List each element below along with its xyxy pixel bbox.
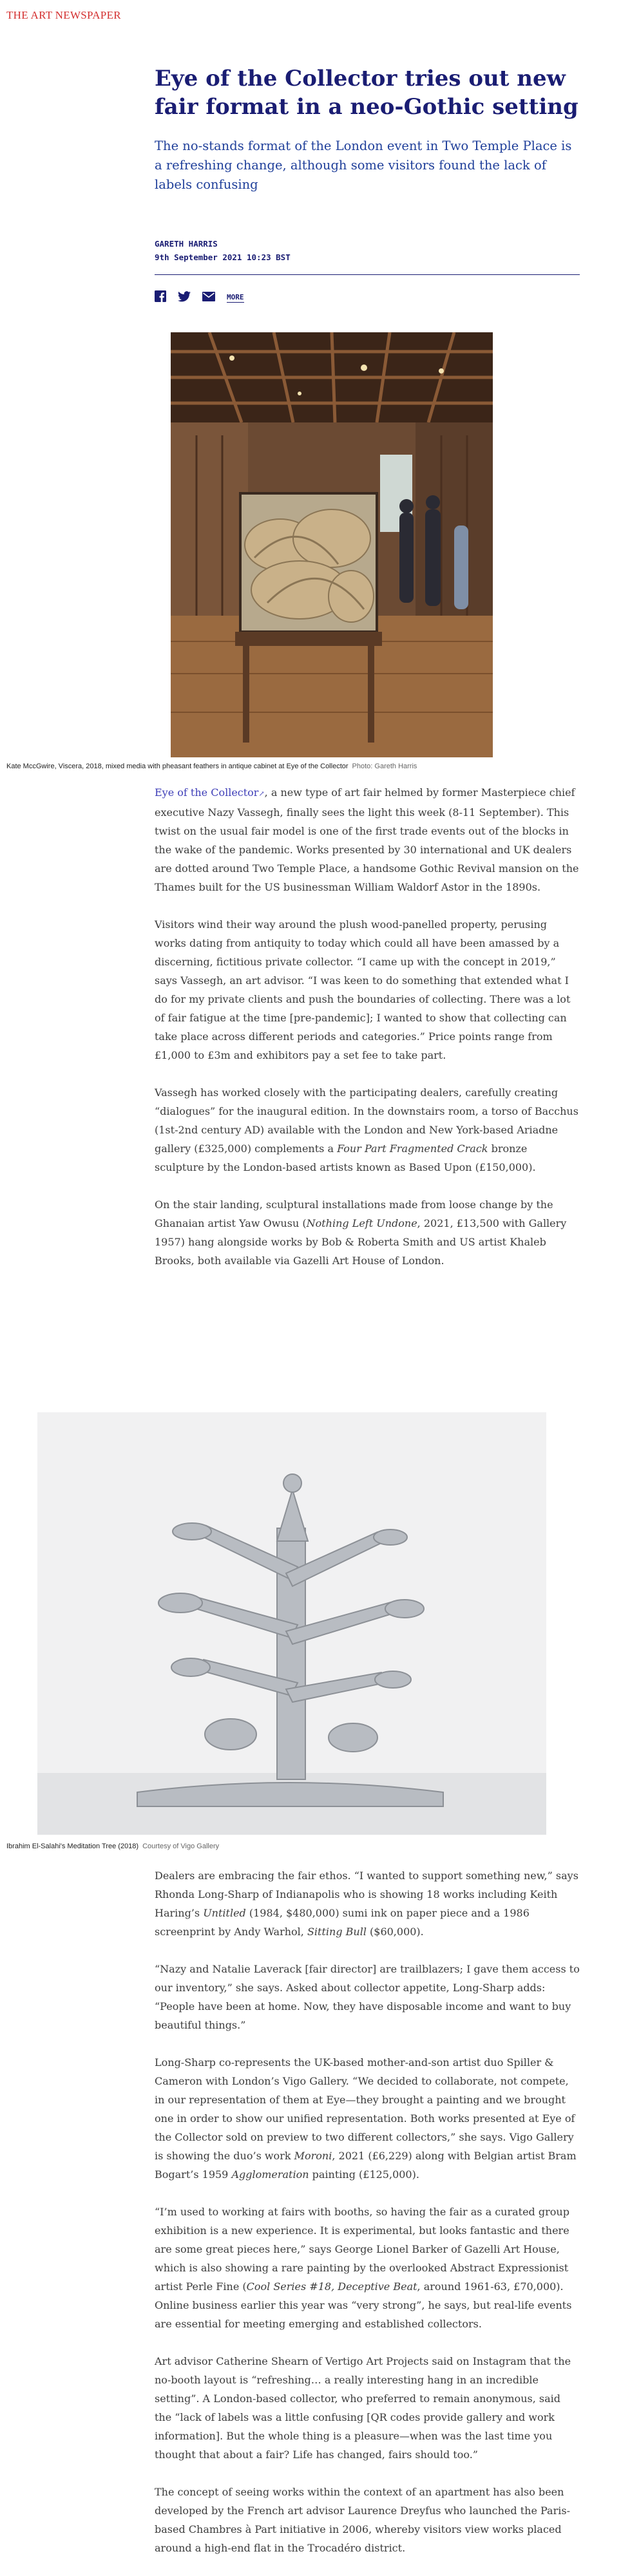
- photo2-credit: Courtesy of Vigo Gallery: [142, 1842, 220, 1850]
- fair-link[interactable]: Eye of the Collector: [155, 786, 259, 799]
- paragraph: Eye of the Collector↗, a new type of art fair helmed by former Masterpiece chief executive Nazy Vassegh, finally sees the light this week (8-11 September). This twist on the usual fair model is one of the first trade events out of the blocks in the wake of the pandemic. Works presented by 30 international and UK dealers are dotted around Two Temple Place, a handsome Gothic Revival mansion on the Thames built for the US businessman William Waldorf Astor in the 1890s.: [155, 786, 579, 893]
- facebook-icon[interactable]: [155, 290, 166, 305]
- photo1-caption-text: Kate MccGwire, Viscera, 2018, mixed media with pheasant feathers in antique cabinet at Eye of the Collector: [6, 762, 349, 770]
- byline: [155, 237, 580, 264]
- external-link-icon: ↗: [258, 790, 265, 798]
- photo2-caption-text: Ibrahim El-Salahi's Meditation Tree (2018): [6, 1842, 139, 1850]
- photo1-credit: Photo: Gareth Harris: [352, 762, 417, 770]
- paragraph: The concept of seeing works within the context of an apartment has also been developed by the French art advisor Laurence Dreyfus who launched the Paris-based Chambres à Part initiative in 2006, whereby visitors view works placed around a high-end flat in the Trocadéro district.: [155, 2486, 570, 2554]
- author-name[interactable]: GARETH HARRIS: [155, 239, 218, 249]
- article-body-2: [155, 1866, 580, 2576]
- photo1-caption: [6, 762, 417, 770]
- viscera-cabinet-photo: [171, 332, 493, 757]
- paragraph: Visitors wind their way around the plush wood-panelled property, perusing works dating from antiquity to today which could all have been amassed by a discerning, fictitious private collector. “I came up with the concept in 2019,” says Vassegh, an art advisor. “I was keen to do something that extended what I do for my private clients and push the boundaries of collecting. There was a lot of fair fatigue at the time [pre-pandemic]; I wanted to show that collecting can take place across different periods and categories.” Price points range from £1,000 to £3m and exhibitors pay a set fee to take part.: [155, 918, 571, 1061]
- email-icon[interactable]: [202, 292, 215, 304]
- headline: Eye of the Collector tries out new fair format in a neo-Gothic setting: [155, 66, 578, 120]
- twitter-icon[interactable]: [178, 291, 191, 305]
- paragraph: “I’m used to working at fairs with booths, so having the fair as a curated group exhibition is a new experience. It is experimental, but looks fantastic and there are some great pieces here,” says George Lionel Barker of Gazelli Art House, which is also showing a rare painting by the overlooked Abstract Expressionist artist Perle Fine (Cool Series #18, Deceptive Beat, around 1961-63, £70,000). Online business earlier this year was “very strong”, he says, but real-life events are essential for meeting emerging and established collectors.: [155, 2206, 572, 2330]
- paragraph: Dealers are embracing the fair ethos. “I wanted to support something new,” says Rhonda Long-Sharp of Indianapolis who is showing 18 works including Keith Haring’s Untitled (1984, $480,000) sumi ink on paper piece and a 1986 screenprint by Andy Warhol, Sitting Bull ($60,000).: [155, 1870, 578, 1938]
- meditation-tree-photo: [37, 1412, 546, 1835]
- paragraph: Vassegh has worked closely with the participating dealers, carefully creating “dialogues” for the inaugural edition. In the downstairs room, a torso of Bacchus (1st-2nd century AD) available with the London and New York-based Ariadne gallery (£325,000) complements a Four Part Fragmented Crack bronze sculpture by the London-based artists known as Based Upon (£150,000).: [155, 1086, 578, 1173]
- share-more-link[interactable]: MORE: [227, 292, 244, 301]
- paragraph: Art advisor Catherine Shearn of Vertigo Art Projects said on Instagram that the no-booth layout is “refreshing… a really interesting hang in an incredible setting”. A London-based collector, who preferred to remain anonymous, said the “lack of labels was a little confusing [QR codes provide gallery and work information]. But the whole thing is a pleasure—when was the last time you thought that about a fair? Life has changed, fairs should too.”: [155, 2355, 571, 2461]
- paragraph: Long-Sharp co-represents the UK-based mother-and-son artist duo Spiller & Cameron with London’s Vigo Gallery. “We decided to collaborate, not compete, in our representation of them at Eye—they brought a painting and we brought one in order to show our unified representation. Both works presented at Eye of the Collector sold on preview to two different collectors,” she says. Vigo Gallery is showing the duo’s work Moroni, 2021 (£6,229) along with Belgian artist Bram Bogart’s 1959 Agglomeration painting (£125,000).: [155, 2056, 577, 2181]
- paragraph: “Nazy and Natalie Laverack [fair director] are trailblazers; I gave them access to our inventory,” she says. Asked about collector appetite, Long-Sharp adds: “People have been at home. Now, they have disposable income and want to buy beautiful things.”: [155, 1963, 580, 2031]
- standfirst: The no-stands format of the London event in Two Temple Place is a refreshing change, although some visitors found the lack of labels confusing: [155, 138, 572, 192]
- article-body-1: [155, 783, 580, 1289]
- share-bar: [155, 290, 244, 305]
- masthead-logo[interactable]: THE ART NEWSPAPER: [6, 9, 121, 21]
- header-divider: [155, 274, 580, 275]
- photo2-caption: [6, 1842, 219, 1850]
- publish-date: 9th September 2021 10:23 BST: [155, 252, 291, 262]
- paragraph: On the stair landing, sculptural installations made from loose change by the Ghanaian artist Yaw Owusu (Nothing Left Undone, 2021, £13,500 with Gallery 1957) hang alongside works by Bob & Roberta Smith and US artist Khaleb Brooks, both available via Gazelli Art House of London.: [155, 1198, 567, 1267]
